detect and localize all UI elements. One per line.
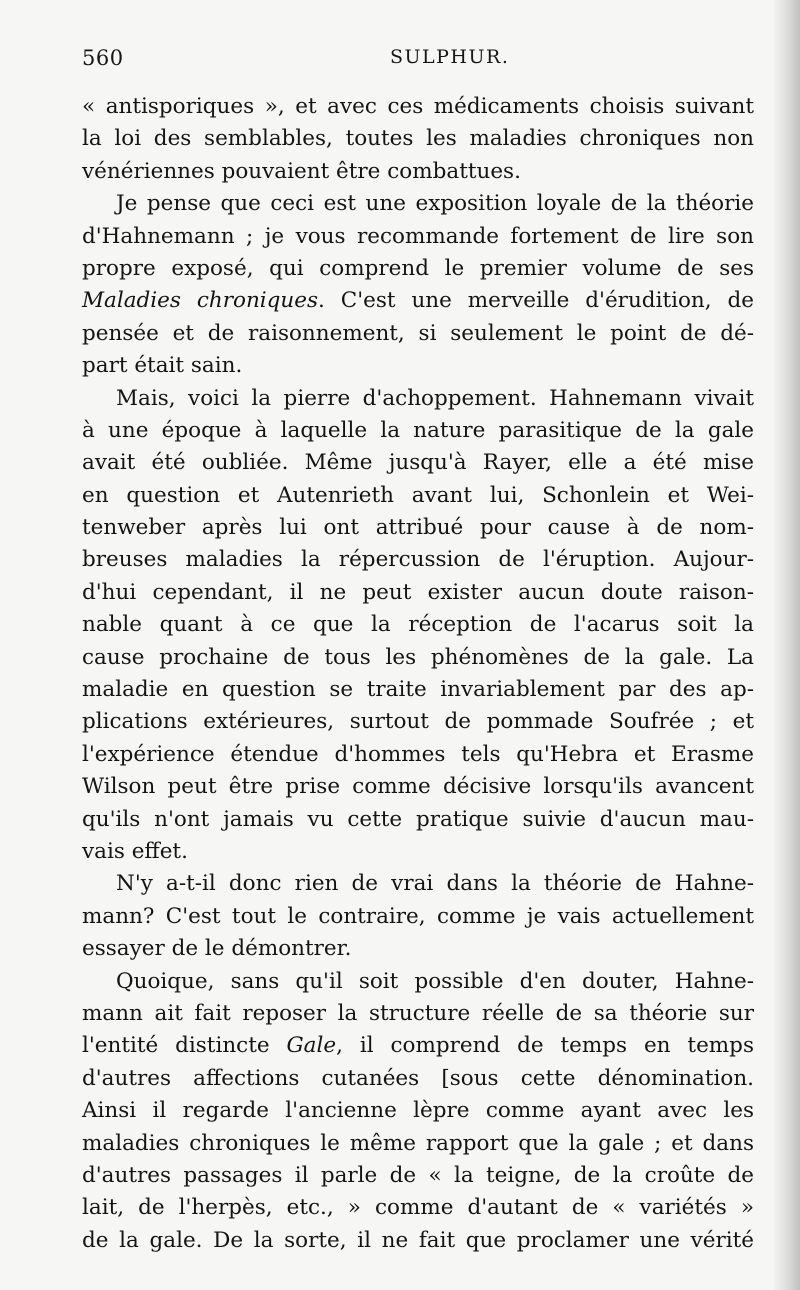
text-line — [82, 868, 754, 900]
text-line — [82, 804, 754, 836]
running-title: SULPHUR. — [390, 46, 510, 68]
text-line — [82, 188, 754, 220]
text-run: qu'ils n'ont jamais vu cette pratique suivie d'aucun mau- — [82, 806, 754, 832]
text-run: Wilson peut être prise comme décisive lorsqu'ils avancent — [82, 774, 754, 800]
text-line — [82, 447, 754, 479]
text-run: d'hui cependant, il ne peut exister aucun doute raison- — [82, 579, 754, 605]
text-run: N'y a-t-il donc rien de vrai dans la théorie de Hahne- — [116, 871, 754, 897]
page-number: 560 — [82, 46, 124, 70]
text-run: d'autres passages il parle de « la teigne, de la croûte de — [82, 1162, 754, 1188]
text-run: Je pense que ceci est une exposition loyale de la théorie — [116, 191, 754, 217]
text-line — [82, 350, 754, 382]
text-run: breuses maladies la répercussion de l'éruption. Aujour- — [82, 547, 754, 573]
text-line — [82, 544, 754, 576]
text-run: mann? C'est tout le contraire, comme je vais actuellement — [82, 903, 754, 929]
text-line — [82, 415, 754, 447]
text-run: maladie en question se traite invariablement par des ap- — [82, 677, 754, 703]
text-run: l'expérience étendue d'hommes tels qu'Hebra et Erasme — [82, 741, 754, 767]
text-run: avait été oubliée. Même jusqu'à Rayer, elle a été mise — [82, 450, 754, 476]
text-run: maladies chroniques le même rapport que la gale ; et dans — [82, 1130, 754, 1156]
text-run: d'Hahnemann ; je vous recommande fortement de lire son — [82, 223, 754, 249]
text-line — [82, 1128, 754, 1160]
page-header — [82, 46, 752, 80]
text-line — [82, 480, 754, 512]
text-line — [82, 1095, 754, 1127]
text-line — [82, 966, 754, 998]
text-run: Mais, voici la pierre d'achoppement. Hahnemann vivait — [116, 385, 754, 411]
text-run: propre exposé, qui comprend le premier volume de ses — [82, 255, 754, 281]
text-run: mann ait fait reposer la structure réelle de sa théorie sur — [82, 1000, 754, 1026]
text-line — [82, 1160, 754, 1192]
text-line — [82, 512, 754, 544]
text-run: essayer de le démontrer. — [82, 936, 352, 962]
text-run: vais effet. — [82, 838, 188, 864]
text-run: d'autres affections cutanées [sous cette dénomination. — [82, 1065, 754, 1091]
italic-text: Maladies chroniques — [82, 288, 319, 314]
text-run: « antisporiques », et avec ces médicaments choisis suivant — [82, 94, 754, 119]
text-run: lait, de l'herpès, etc., » comme d'autant de « variétés » — [82, 1195, 754, 1221]
text-line — [82, 771, 754, 803]
text-line — [82, 901, 754, 933]
text-line — [82, 933, 754, 965]
text-line — [82, 221, 754, 253]
text-run: tenweber après lui ont attribué pour cause à de nom- — [82, 515, 754, 541]
text-line — [82, 383, 754, 415]
text-line — [82, 998, 754, 1030]
italic-text: Gale — [286, 1033, 337, 1059]
text-run: en question et Autenrieth avant lui, Schonlein et Wei- — [82, 482, 754, 508]
text-run: pensée et de raisonnement, si seulement le point de dé- — [82, 320, 754, 346]
text-line — [82, 609, 754, 641]
text-run: Ainsi il regarde l'ancienne lèpre comme ayant avec les — [82, 1098, 754, 1124]
text-run: l'entité distincte — [82, 1033, 287, 1059]
text-line — [82, 156, 754, 188]
text-line — [82, 1192, 754, 1224]
text-run: à une époque à laquelle la nature parasitique de la gale — [82, 417, 754, 443]
text-line — [82, 91, 754, 123]
text-run: part était sain. — [82, 353, 243, 379]
text-line — [82, 642, 754, 674]
text-run: cause prochaine de tous les phénomènes de la gale. La — [82, 644, 754, 670]
text-run: , il comprend de temps en temps — [336, 1033, 754, 1059]
text-line — [82, 285, 754, 317]
body-text — [82, 91, 754, 1257]
text-line — [82, 1063, 754, 1095]
text-run: nable quant à ce que la réception de l'acarus soit la — [82, 612, 754, 638]
text-line — [82, 1225, 754, 1257]
text-run: . C'est une merveille d'érudition, de — [318, 288, 754, 314]
text-line — [82, 577, 754, 609]
text-run: plications extérieures, surtout de pommade Soufrée ; et — [82, 709, 754, 735]
text-run: Quoique, sans qu'il soit possible d'en douter, Hahne- — [116, 968, 754, 994]
text-line — [82, 706, 754, 738]
text-line — [82, 1030, 754, 1062]
text-run: de la gale. De la sorte, il ne fait que proclamer une vérité — [82, 1227, 754, 1253]
text-line — [82, 836, 754, 868]
text-line — [82, 318, 754, 350]
text-run: vénériennes pouvaient être combattues. — [82, 158, 521, 184]
text-line — [82, 674, 754, 706]
text-line — [82, 253, 754, 285]
text-run: la loi des semblables, toutes les maladies chroniques non — [82, 126, 754, 152]
text-line — [82, 739, 754, 771]
page-edge-shadow — [772, 0, 800, 1290]
text-line — [82, 123, 754, 155]
